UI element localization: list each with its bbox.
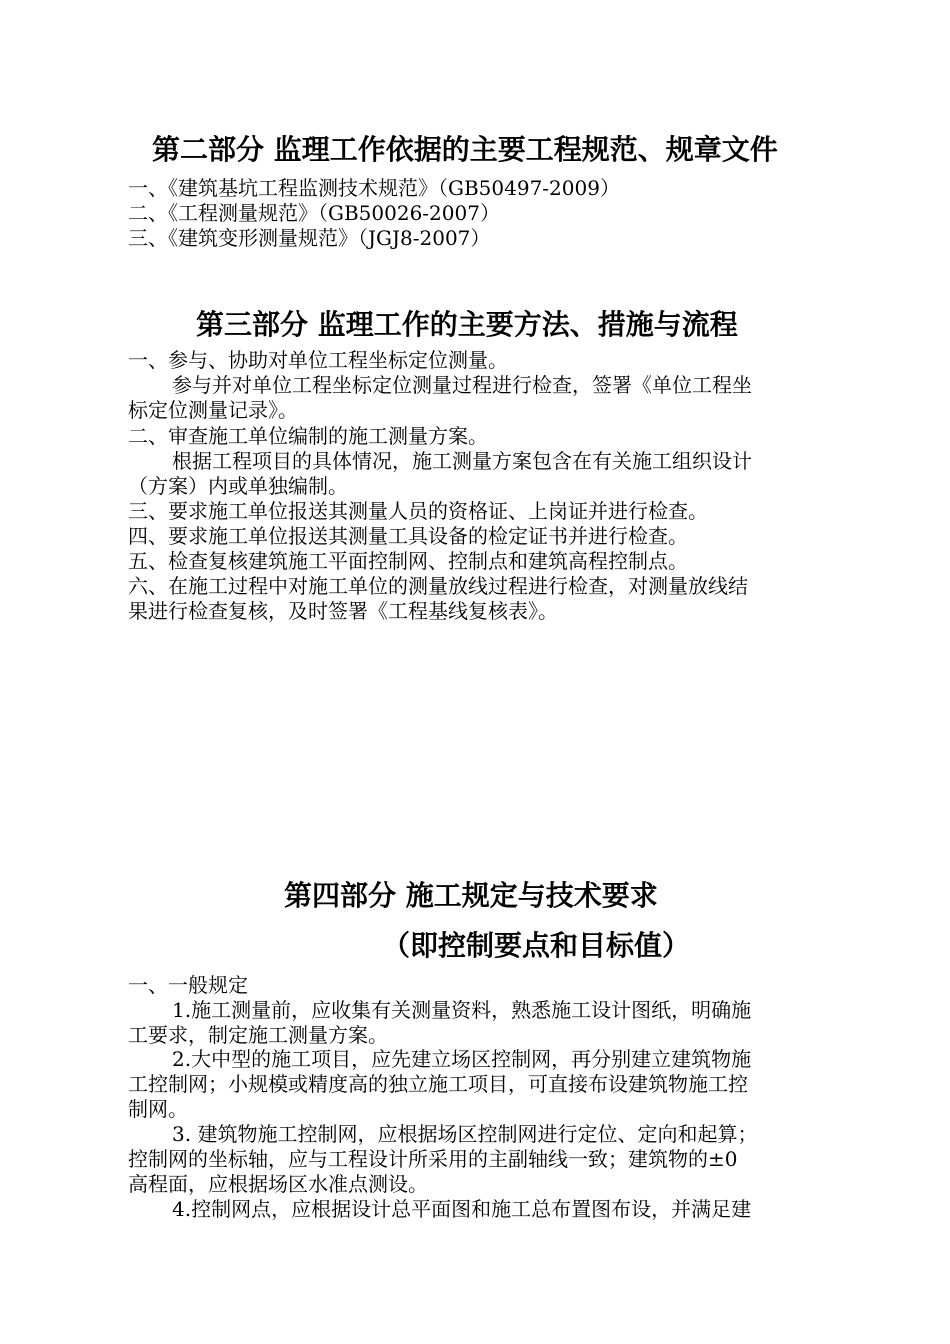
text-line: 根据工程项目的具体情况，施工测量方案包含在有关施工组织设计	[172, 449, 752, 473]
part3-heading: 第三部分 监理工作的主要方法、措施与流程	[196, 308, 738, 341]
list-item: 三、《建筑变形测量规范》（JGJ8-2007）	[128, 226, 491, 250]
text-line: （方案）内或单独编制。	[128, 474, 348, 498]
part4-subheading: （即控制要点和目标值）	[382, 929, 691, 962]
text-line: 2.大中型的施工项目，应先建立场区控制网，再分别建立建筑物施	[172, 1047, 752, 1071]
text-line: 一、一般规定	[128, 973, 248, 997]
text-line: 六、在施工过程中对施工单位的测量放线过程进行检查，对测量放线结	[128, 574, 748, 598]
text-line: 五、检查复核建筑施工平面控制网、控制点和建筑高程控制点。	[128, 549, 688, 573]
list-item: 一、《建筑基坑工程监测技术规范》（GB50497-2009）	[128, 176, 620, 200]
text-line: 控制网的坐标轴，应与工程设计所采用的主副轴线一致；建筑物的±0	[128, 1147, 738, 1171]
text-line: 高程面，应根据场区水准点测设。	[128, 1172, 428, 1196]
text-line: 4.控制网点，应根据设计总平面图和施工总布置图布设，并满足建	[172, 1197, 752, 1221]
text-line: 四、要求施工单位报送其测量工具设备的检定证书并进行检查。	[128, 524, 688, 548]
text-line: 1.施工测量前，应收集有关测量资料，熟悉施工设计图纸，明确施	[172, 998, 752, 1022]
text-line: 三、要求施工单位报送其测量人员的资格证、上岗证并进行检查。	[128, 499, 708, 523]
text-line: 一、参与、协助对单位工程坐标定位测量。	[128, 348, 508, 372]
text-line: 工要求，制定施工测量方案。	[128, 1023, 388, 1047]
text-line: 二、审查施工单位编制的施工测量方案。	[128, 424, 488, 448]
text-line: 工控制网；小规模或精度高的独立施工项目，可直接布设建筑物施工控	[128, 1072, 748, 1096]
part2-heading: 第二部分 监理工作依据的主要工程规范、规章文件	[152, 133, 778, 166]
list-item: 二、《工程测量规范》（GB50026-2007）	[128, 201, 500, 225]
part4-heading: 第四部分 施工规定与技术要求	[284, 879, 658, 912]
text-line: 果进行检查复核，及时签署《工程基线复核表》。	[128, 599, 558, 623]
text-line: 3. 建筑物施工控制网，应根据场区控制网进行定位、定向和起算；	[172, 1122, 758, 1146]
text-line: 标定位测量记录》。	[128, 398, 298, 422]
text-line: 参与并对单位工程坐标定位测量过程进行检查，签署《单位工程坐	[172, 373, 752, 397]
text-line: 制网。	[128, 1097, 188, 1121]
